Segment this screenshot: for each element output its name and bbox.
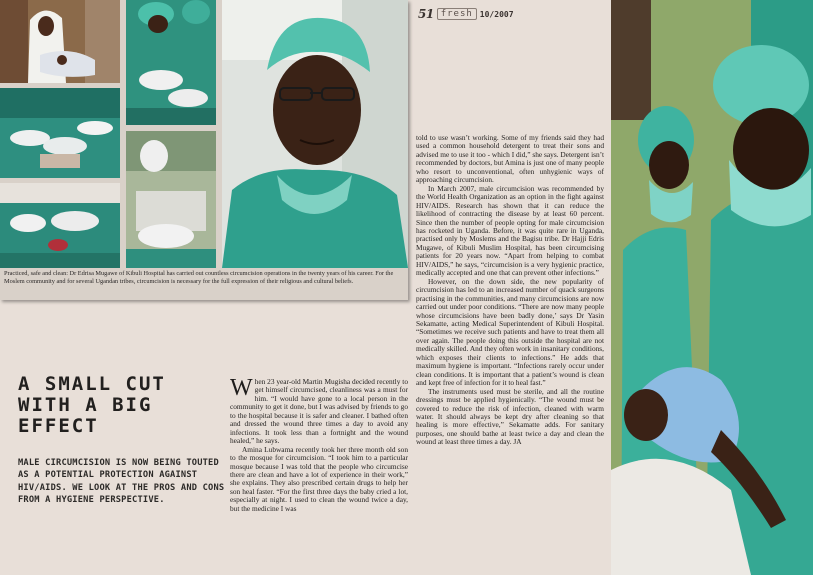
issue-date: 10/2007 xyxy=(479,9,514,19)
photo-doctor-portrait xyxy=(222,0,408,268)
paragraph: told to use wasn’t working. Some of my friends said they had used a common household detergent to treat their sons and advised me to use it too - which I did,” she says. Detergent isn’t recommended by doctors, but Amina is just one of many people who resort to unconventional, often unhygienic ways of approaching circumcision. xyxy=(416,133,604,185)
running-header xyxy=(418,6,514,22)
photo-surgery-hands-1 xyxy=(0,88,120,178)
paragraph: When 23 year-old Martin Mugisha decided recently to get himself circumcised, cleanliness was a must for him. “I would have gone to a local person in the community to get it done, but I was advised by friends to go to the hospital because it is safer and cleaner. I bathed often and dressed the wound three times a day to avoid any infections. It took less than a fortnight and the wound healed,” he says. xyxy=(230,375,408,446)
photo-caption: Practiced, safe and clean: Dr Edrisa Mugawe of Kibuli Hospital has carried out countless circumcision operations in the twenty years of his career. For the Moslem community and for several Ugandan tribes, circumcision is necessary for the full expression of their religious and cultural beliefs. xyxy=(4,270,394,286)
article-title: A SMALL CUT WITH A BIG EFFECT xyxy=(18,373,166,437)
photo-surgery-hands-2 xyxy=(0,183,120,268)
body-column-1 xyxy=(230,375,408,513)
paragraph: The instruments used must be sterile, and all the routine dressings must be applied hygienically. “The wound must be covered to reduce the risk of infection, cleaned with warm water. It should always be kept dry after cleaning so that healing is more effective,” Sekamatte adds. For sanitary purposes, one should bathe at least twice a day and clean the wound at least three times a day. JA xyxy=(416,386,604,447)
paragraph: In March 2007, male circumcision was recommended by the World Health Organization as an option in the fight against HIV/AIDS. Research has shown that it can reduce the likelihood of contracting the disease by at least 60 percent. Since then the number of people opting for male circumcision has rocketed in Uganda. Before, it was quite rare in Uganda, practised only by Moslems and the Bagisu tribe. Dr Hajji Edris Mugawe, of Kibuli Muslim Hospital, has been circumcising patients for 20 years now. “Apart from helping to combat HIV/AIDS,” he says, “circumcision is a very hygienic practice, medically accepted and one that can prevent other infections.” xyxy=(416,183,604,278)
photo-surgeon-operating xyxy=(126,0,216,125)
photo-mother-with-baby xyxy=(0,0,120,83)
photo-nurses-holding-baby xyxy=(611,0,813,575)
article-standfirst: MALE CIRCUMCISION IS NOW BEING TOUTED AS A POTENTIAL PROTECTION AGAINST HIV/AIDS. WE LOOK AT THE PROS AND CONS FROM A HYGIENE PERSPECTIVE. xyxy=(18,458,225,505)
magazine-logo: fresh xyxy=(437,8,477,20)
photo-instruments xyxy=(126,131,216,268)
paragraph: However, on the down side, the new popularity of circumcision has led to an increased number of quack surgeons practising in the communities, and many circumcisions are now carried out under poor conditions. “There are now many people whose circumcisions have been badly done,’ says Dr Yasin Sekamatte, acting Medical Superintendent of Kibuli Hospital. “Sometimes we receive such patients and have to treat them all over again. The people doing this outside the hospital are not medically skilled. And they often work in insanitary conditions, which exposes their clients to infections.” He adds that maximum hygiene is important. “Infections rarely occur under clean conditions. It is important that a patient’s wound is clean and kept free of infection for it to heal fast.” xyxy=(416,276,604,388)
paragraph: Amina Lubwama recently took her three month old son to the mosque for circumcision. “I took him to a particular mosque because I was told that the people who circumcise there are clean and have a lot of experience in their work,” she explains. They also prescribed certain drugs to help her son heal faster. “For the first three days the baby cried a lot, especially at night. I used to clean the wound twice a day, but the medicine I was xyxy=(230,444,408,513)
body-column-2 xyxy=(416,134,604,447)
page-number: 51 xyxy=(418,7,434,21)
photo-collage xyxy=(0,0,408,300)
drop-cap: W xyxy=(230,375,253,401)
